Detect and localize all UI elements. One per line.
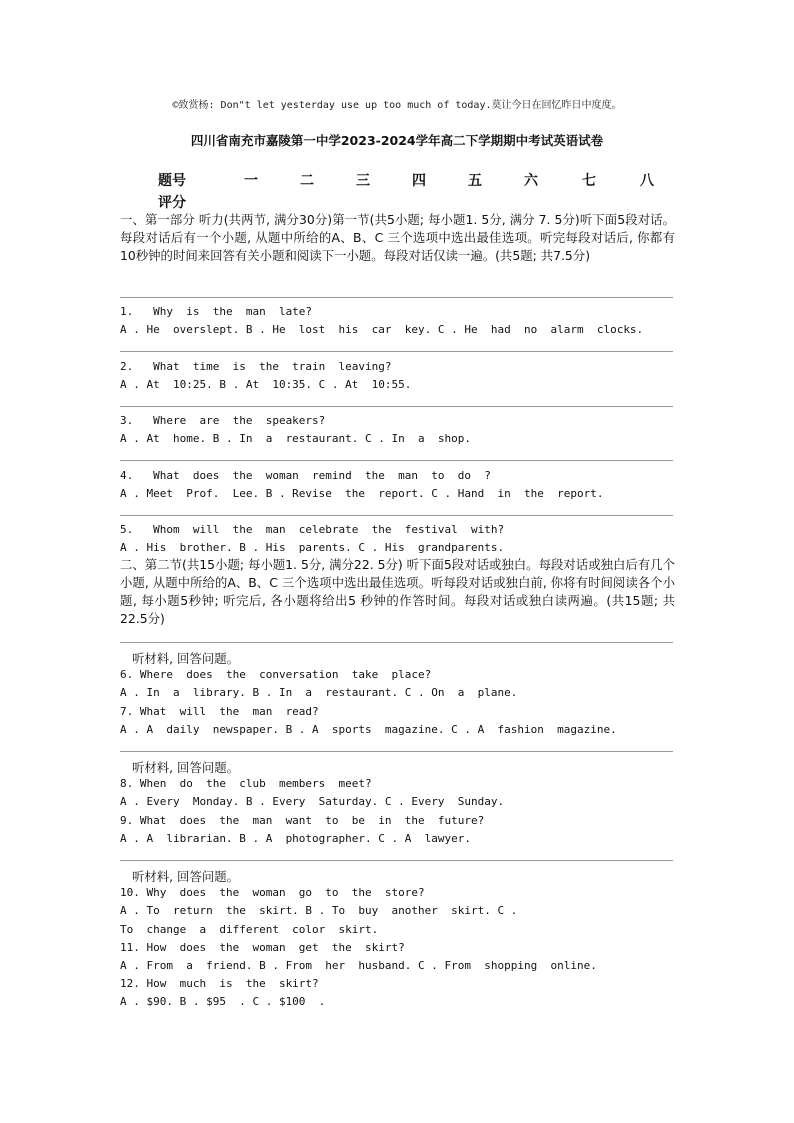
- score-table-col-5: 五: [468, 173, 482, 189]
- score-table-col-3: 三: [356, 173, 370, 189]
- question-9: 9. What does the man want to be in the future?: [120, 814, 485, 827]
- listening-group-intro: 听材料, 回答问题。: [132, 651, 240, 666]
- question-1-options: A . He overslept. B . He lost his car key. C . He had no alarm clocks.: [120, 323, 644, 336]
- divider: [120, 460, 673, 461]
- exam-title: 四川省南充市嘉陵第一中学2023-2024学年高二下学期期中考试英语试卷: [190, 133, 604, 148]
- part1-instructions: 一、第一部分 听力(共两节, 满分30分)第一节(共5小题; 每小题1. 5分, 满分 7. 5分)听下面5段对话。每段对话后有一个小题, 从题中所给的A、B、C 三个选项中选出最佳选项。听完每段对话后, 你都有10秒钟的时间来回答有关小题和阅读下一小题。每段对话仅读一遍。(共5题; 共7.5分): [120, 212, 675, 263]
- divider: [120, 751, 673, 752]
- divider: [120, 297, 673, 298]
- listening-group-intro: 听材料, 回答问题。: [132, 869, 240, 884]
- score-table-col-2: 二: [300, 173, 314, 189]
- score-table-col-4: 四: [412, 173, 426, 189]
- question-3-options: A . At home. B . In a restaurant. C . In a shop.: [120, 432, 471, 445]
- question-3: 3. Where are the speakers?: [120, 414, 326, 427]
- score-table-col-7: 七: [582, 173, 596, 189]
- question-6-options: A . In a library. B . In a restaurant. C . On a plane.: [120, 686, 518, 699]
- question-4-options: A . Meet Prof. Lee. B . Revise the report. C . Hand in the report.: [120, 487, 604, 500]
- question-12-options: A . $90. B . $95 . C . $100 .: [120, 995, 326, 1008]
- question-11: 11. How does the woman get the skirt?: [120, 941, 405, 954]
- question-11-options: A . From a friend. B . From her husband. C . From shopping online.: [120, 959, 597, 972]
- score-table-col-1: 一: [244, 173, 258, 189]
- score-table-label-question-number: 题号: [158, 173, 186, 189]
- listening-group-intro: 听材料, 回答问题。: [132, 760, 240, 775]
- question-4: 4. What does the woman remind the man to do ?: [120, 469, 491, 482]
- score-table-col-8: 八: [640, 173, 654, 189]
- question-2-options: A . At 10:25. B . At 10:35. C . At 10:55.: [120, 378, 412, 391]
- question-5-options: A . His brother. B . His parents. C . His grandparents.: [120, 541, 505, 554]
- question-2: 2. What time is the train leaving?: [120, 360, 392, 373]
- question-5: 5. Whom will the man celebrate the festival with?: [120, 523, 505, 536]
- question-9-options: A . A librarian. B . A photographer. C . A lawyer.: [120, 832, 471, 845]
- question-6: 6. Where does the conversation take place?: [120, 668, 432, 681]
- question-8: 8. When do the club members meet?: [120, 777, 372, 790]
- divider: [120, 642, 673, 643]
- score-table-header-row: [158, 170, 658, 188]
- header-motto: ©致赏杨: Don"t let yesterday use up too much of today.莫让今日在回忆昨日中度度。: [172, 100, 622, 111]
- question-7: 7. What will the man read?: [120, 705, 319, 718]
- divider: [120, 406, 673, 407]
- score-table-label-score: 评分: [158, 195, 186, 211]
- divider: [120, 515, 673, 516]
- question-10-options: A . To return the skirt. B . To buy another skirt. C .: [120, 904, 518, 917]
- question-8-options: A . Every Monday. B . Every Saturday. C . Every Sunday.: [120, 795, 505, 808]
- question-10: 10. Why does the woman go to the store?: [120, 886, 425, 899]
- divider: [120, 351, 673, 352]
- question-10-options-cont: To change a different color skirt.: [120, 923, 379, 936]
- score-table-col-6: 六: [524, 173, 538, 189]
- question-1: 1. Why is the man late?: [120, 305, 313, 318]
- divider: [120, 860, 673, 861]
- question-7-options: A . A daily newspaper. B . A sports magazine. C . A fashion magazine.: [120, 723, 617, 736]
- part2-instructions: 二、第二节(共15小题; 每小题1. 5分, 满分22. 5分) 听下面5段对话或独白。每段对话或独白后有几个小题, 从题中所给的A、B、C 三个选项中选出最佳选项。听每段对话或独白前, 你将有时间阅读各个小题, 每小题5秒钟; 听完后, 各小题将给出5 秒钟的作答时间。每段对话或独白读两遍。(共15题; 共22.5分): [120, 557, 675, 626]
- question-12: 12. How much is the skirt?: [120, 977, 319, 990]
